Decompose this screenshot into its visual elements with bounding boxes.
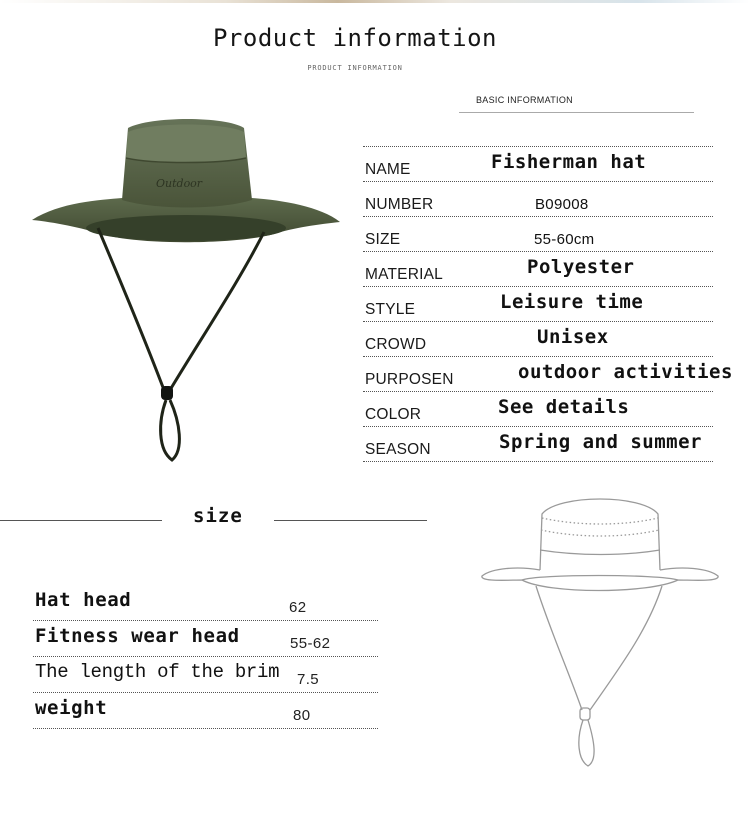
table-row [33,657,378,693]
size-label: weight [35,697,108,719]
basic-info-table [363,146,733,462]
spec-label: PURPOSEN [365,371,454,388]
spec-label: MATERIAL [365,266,443,283]
hat-product-photo [30,110,342,470]
spec-value: outdoor activities [518,361,733,383]
spec-label: NUMBER [365,196,434,213]
spec-label: CROWD [365,336,427,353]
table-row [363,216,713,251]
spec-label: SIZE [365,231,401,248]
hat-line-drawing [478,490,722,770]
table-row [363,286,713,321]
basic-info-label: BASIC INFORMATION [476,95,573,105]
spec-value: Fisherman hat [491,151,647,173]
table-row [363,146,713,181]
size-value: 7.5 [297,671,320,688]
spec-value: See details [498,396,630,418]
table-row [363,356,733,391]
top-decor-strip [0,0,750,3]
svg-text:Outdoor: Outdoor [156,177,203,190]
table-row [363,251,713,286]
spec-value: Polyester [527,256,635,278]
size-label: Hat head [35,589,132,611]
spec-value: 55-60cm [534,231,595,248]
table-row [33,621,378,657]
spec-value: Leisure time [500,291,644,313]
table-row [33,585,378,621]
size-label: The length of the brim [35,661,280,683]
size-divider-left [0,520,162,521]
size-table [33,585,378,729]
spec-value: Spring and summer [499,431,702,453]
table-row [363,426,713,462]
size-value: 80 [293,707,311,724]
spec-label: COLOR [365,406,422,423]
spec-value: Unisex [537,326,609,348]
page-subtitle: PRODUCT INFORMATION [307,64,403,72]
size-label: Fitness wear head [35,625,240,647]
table-row [363,181,713,216]
page-title: Product information [212,24,498,52]
basic-info-divider [459,112,694,113]
size-value: 62 [289,599,307,616]
spec-label: STYLE [365,301,416,318]
table-row [363,321,713,356]
spec-label: NAME [365,161,411,178]
size-heading: size [193,505,243,527]
size-divider-right [274,520,427,521]
spec-label: SEASON [365,441,431,458]
table-row [33,693,378,729]
spec-value: B09008 [535,196,589,213]
table-row [363,391,713,426]
size-value: 55-62 [290,635,331,652]
